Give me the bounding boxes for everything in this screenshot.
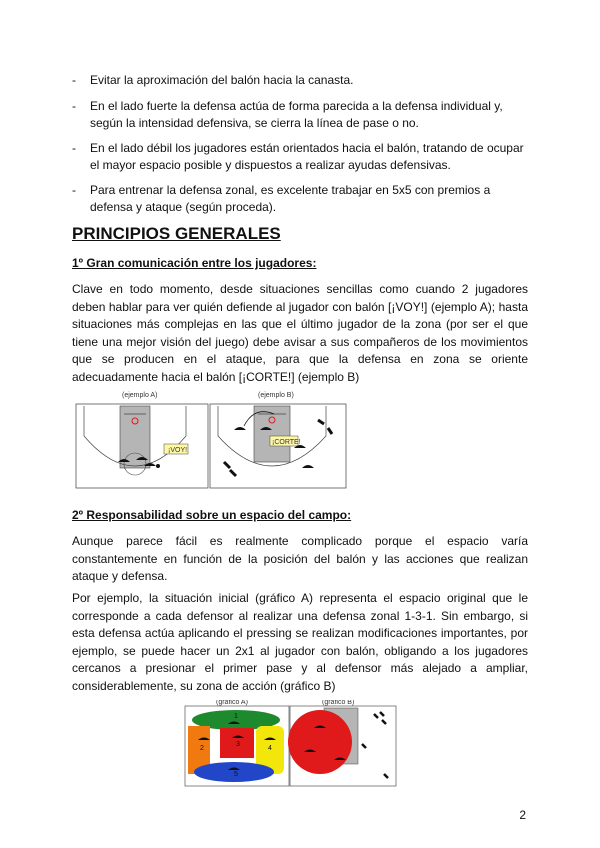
caption-graphic-a: (gráfico A) — [216, 700, 248, 706]
section-title: PRINCIPIOS GENERALES — [72, 224, 281, 243]
court-example-a — [76, 392, 208, 488]
bullet-text: Para entrenar la defensa zonal, es excelente trabajar en 5x5 con premios a defensa y ataque (según proceda). — [90, 183, 491, 214]
ball-icon — [156, 464, 160, 468]
caption-graphic-b: (gráfico B) — [322, 700, 355, 706]
bullet-item — [72, 140, 530, 174]
zone-label: 1 — [234, 713, 238, 720]
figure-zone-responsibility — [184, 700, 398, 788]
bullet-marker: - — [72, 183, 76, 197]
bullet-item — [72, 182, 530, 216]
subsection-title-responsibility: 2º Responsabilidad sobre un espacio del campo: — [72, 508, 352, 522]
bullet-marker: - — [72, 141, 76, 155]
bullet-marker: - — [72, 73, 76, 87]
zone-area-red — [288, 710, 352, 774]
paragraph-zone-example: Por ejemplo, la situación inicial (gráfico A) representa el espacio original que le corresponde a cada defensor al realizar una defensa zonal 1-3-1. Sin embargo, si esta defensa actúa aplicando el pressing se realizan modificaciones importantes, por ejemplo, se puede hacer un 2x1 al jugador con balón, obligando a los jugadores cercanos a presionar el primer pase y al defensor más alejado a ampliar, considerablemente, su zona de acción (gráfico B) — [72, 591, 528, 693]
paragraph-space-varies: Aunque parece fácil es realmente complicado porque el espacio varía constantemente en función de la posición del balón y las acciones que realizan ataque y defensa. — [72, 534, 528, 583]
zone-graphic-a — [185, 700, 289, 786]
page-number: 2 — [519, 808, 526, 822]
caption-example-a: (ejemplo A) — [122, 392, 158, 399]
caption-example-b: (ejemplo B) — [258, 392, 294, 399]
court-example-b — [210, 392, 346, 488]
bullet-item — [72, 98, 530, 132]
paint-area — [254, 406, 290, 462]
bubble-text: ¡VOY! — [168, 447, 188, 454]
zone-label: 3 — [236, 741, 240, 748]
subsection-title-communication: 1º Gran comunicación entre los jugadores: — [72, 256, 317, 270]
bubble-text: ¡CORTE! — [272, 439, 301, 446]
paragraph-communication: Clave en todo momento, desde situaciones sencillas como cuando 2 jugadores deben hablar para ver quién defiende al jugador con balón [¡VOY!] (ejemplo A); hasta situaciones más complejas en las que el último jugador de la zona (por ser el que tiene una mejor visión del juego) debe avisar a sus compañeros de los movimientos que se producen en el ataque, para que la defensa en zona se oriente adecuadamente hacia el balón [¡CORTE!] (ejemplo B) — [72, 282, 528, 384]
bullet-text: En el lado débil los jugadores están orientados hacia el balón, tratando de ocupar el mayor espacio posible y dispuestos a realizar ayudas defensivas. — [90, 141, 524, 172]
zone-label: 4 — [268, 745, 272, 752]
zone-label: 5 — [234, 771, 238, 778]
bullet-text: En el lado fuerte la defensa actúa de forma parecida a la defensa individual y, según la intensidad defensiva, se cierra la línea de pase o no. — [90, 99, 503, 130]
zone-graphic-b — [288, 700, 396, 786]
zone-label: 2 — [200, 745, 204, 752]
bullet-item — [72, 72, 530, 89]
bullet-text: Evitar la aproximación del balón hacia la canasta. — [90, 73, 354, 87]
figure-communication-examples — [74, 386, 349, 491]
bullet-marker: - — [72, 99, 76, 113]
